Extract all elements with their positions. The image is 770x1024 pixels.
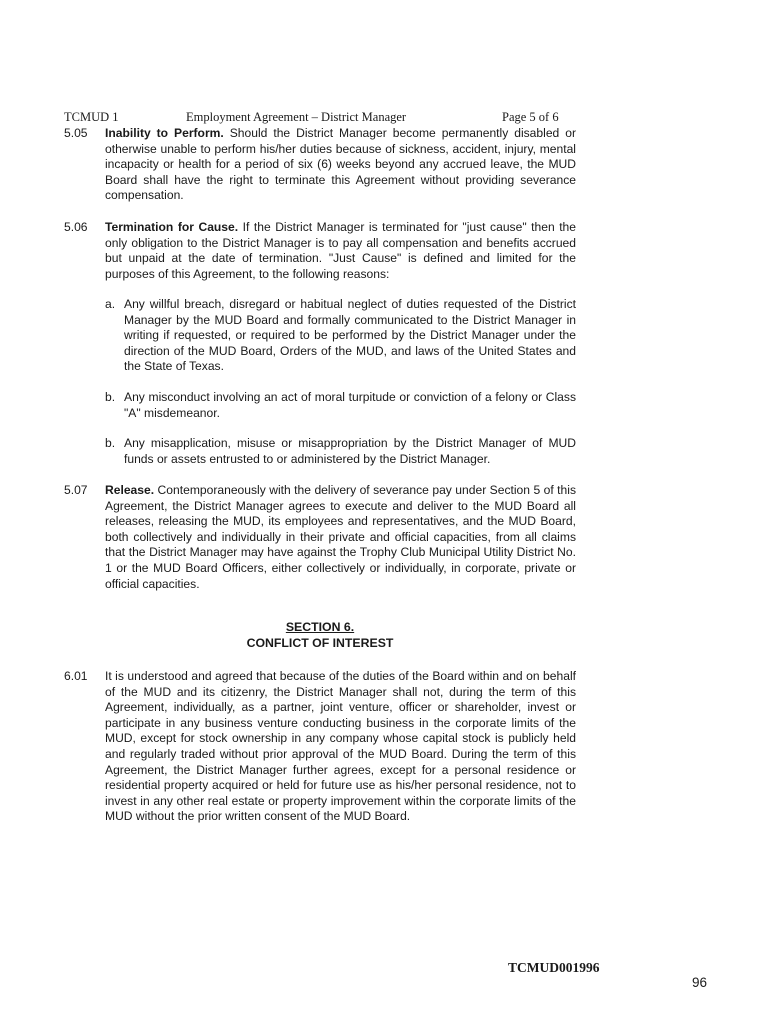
list-item-a xyxy=(105,297,576,375)
section-body xyxy=(105,220,576,282)
section-body xyxy=(105,126,576,204)
section-6-label: SECTION 6. xyxy=(285,620,355,634)
section-text: It is understood and agreed that because of the duties of the Board within and on behalf of the MUD and its citizenry, the District Manager shall not, during the term of this Agreement, individually, as a partner, joint venture, officer or shareholder, invest or participate in any business venture conducting business in the corporate limits of the MUD, except for stock ownership in any company whose capital stock is publicly held and regularly traded without prior approval of the MUD Board. During the term of this Agreement, the District Manager further agrees, except for a personal residence or residential property acquired or held for future use as his/her personal residence, not to invest in any other real estate or property improvement within the corporate limits of the MUD without the prior written consent of the MUD Board. xyxy=(105,669,576,824)
section-number: 5.07 xyxy=(64,483,88,497)
section-title: Release. xyxy=(105,483,155,497)
section-title: Inability to Perform. xyxy=(105,126,224,140)
section-title: Termination for Cause. xyxy=(105,220,239,234)
section-number: 5.05 xyxy=(64,126,88,140)
section-5-05 xyxy=(64,126,576,204)
section-text: If the District Manager is terminated for "just cause" then the only obligation to the District Manager is to pay all compensation and benefits accrued but unpaid at the date of termination. "Just Cause" is defined and limited for the purposes of this Agreement, to the following reasons: xyxy=(105,220,577,281)
list-item-letter: a. xyxy=(105,297,116,311)
section-number: 5.06 xyxy=(64,220,88,234)
header-doc-id: TCMUD 1 xyxy=(64,110,119,124)
list-item-text: Any willful breach, disregard or habitual neglect of duties requested of the District Manager by the MUD Board and formally communicated to the District Manager in writing if requested, or required to be performed by the District Manager under the direction of the MUD Board, Orders of the MUD, and laws of the United States and the State of Texas. xyxy=(124,297,576,374)
list-item-text: Any misapplication, misuse or misappropriation by the District Manager of MUD funds or assets entrusted to or administered by the District Manager. xyxy=(124,436,576,466)
section-6-01 xyxy=(64,669,576,825)
section-6-title: CONFLICT OF INTEREST xyxy=(246,635,394,650)
section-6-heading xyxy=(64,620,576,652)
bates-number: TCMUD001996 xyxy=(508,960,600,975)
section-text: Contemporaneously with the delivery of severance pay under Section 5 of this Agreement, the District Manager agrees to execute and deliver to the MUD Board all releases, releasing the MUD, its employees and representatives, and the MUD Board, both collectively and individually in their private and official capacities, from all claims that the District Manager may have against the Trophy Club Municipal Utility District No. 1 or the MUD Board Officers, either collectively or individually, in corporate, private or official capacities. xyxy=(105,483,576,591)
section-5-06 xyxy=(64,220,576,282)
list-item-text: Any misconduct involving an act of moral turpitude or conviction of a felony or Class "A" misdemeanor. xyxy=(124,390,576,420)
page-number: 96 xyxy=(692,975,708,990)
list-item-b-second xyxy=(105,436,576,467)
list-item-letter: b. xyxy=(105,436,116,450)
list-item-b xyxy=(105,390,576,421)
section-number: 6.01 xyxy=(64,669,88,683)
list-item-letter: b. xyxy=(105,390,116,404)
section-5-07 xyxy=(64,483,576,592)
header-page-indicator: Page 5 of 6 xyxy=(502,110,559,124)
header-title: Employment Agreement – District Manager xyxy=(186,110,407,124)
section-text: Should the District Manager become permanently disabled or otherwise unable to perform his/her duties because of sickness, accident, injury, mental incapacity or health for a period of six (6) weeks beyond any accrued leave, the MUD Board shall have the right to terminate this Agreement without providing severance compensation. xyxy=(105,126,576,203)
section-body xyxy=(105,483,576,592)
